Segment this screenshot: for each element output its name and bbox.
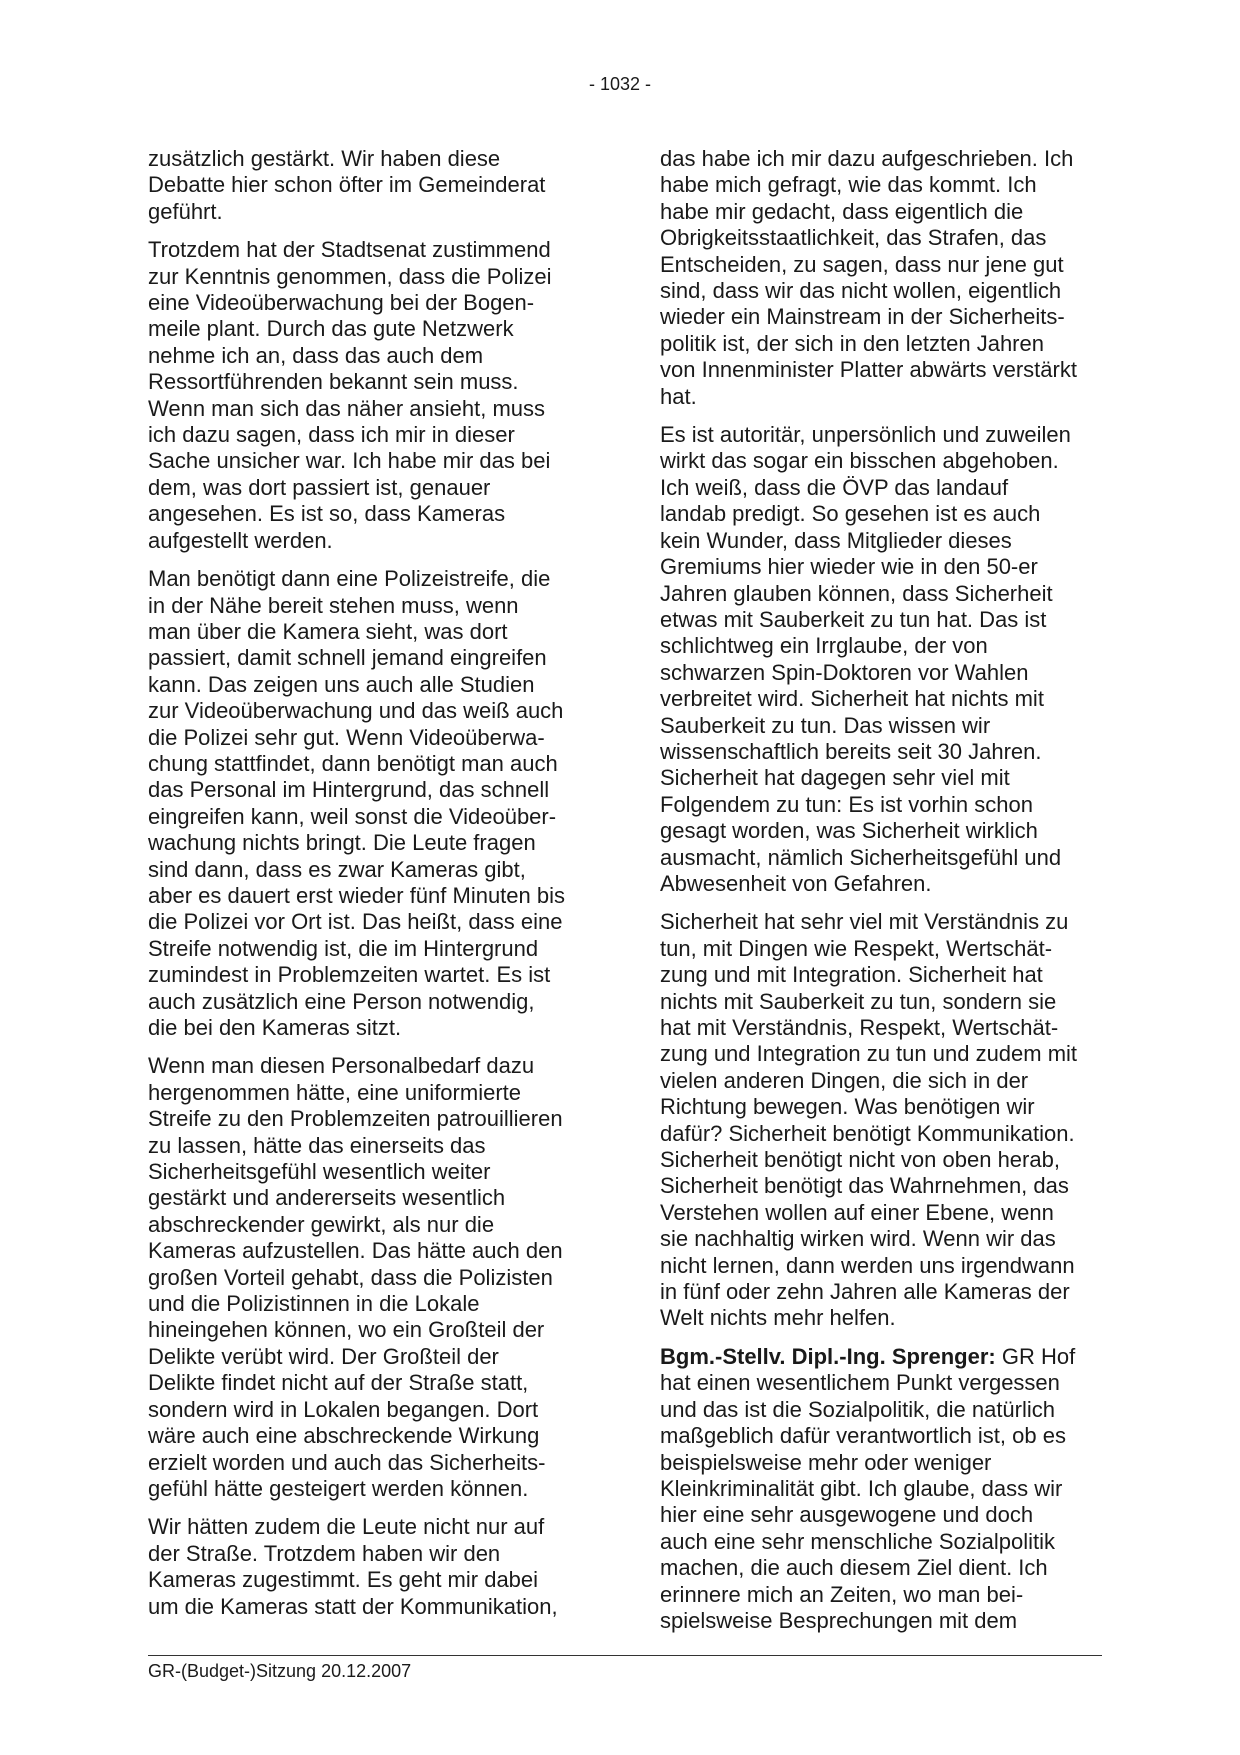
left-column (148, 146, 598, 1632)
footer-text: GR-(Budget-)Sitzung 20.12.2007 (148, 1661, 412, 1681)
speech-text: GR Hof hat einen wesentlichem Punkt vergessen und das ist die Sozialpolitik, die natürlich maßgeblich dafür verantwortlich ist, ob es beispielsweise mehr oder weniger Kleinkriminalität gibt. Ich glaube, dass wir hier eine sehr ausgewogene und doch auch eine sehr menschliche Sozialpolitik machen, die auch diesem Ziel dient. Ich erinnere mich an Zeiten, wo man bei- spielsweise Besprechungen mit dem (660, 1343, 1076, 1633)
paragraph: Es ist autoritär, unpersönlich und zuweilen wirkt das sogar ein bisschen abgehoben. Ich weiß, dass die ÖVP das landauf landab predigt. So gesehen ist es auch kein Wunder, dass Mitglieder dieses Gremiums hier wieder wie in den 50-er Jahren glauben können, dass Sicherheit etwas mit Sauberkeit zu tun hat. Das ist schlichtweg ein Irrglaube, der von schwarzen Spin-Doktoren vor Wahlen verbreitet wird. Sicherheit hat nichts mit Sauberkeit zu tun. Das wissen wir wissenschaftlich bereits seit 30 Jahren. Sicherheit hat dagegen sehr viel mit Folgendem zu tun: Es ist vorhin schon gesagt worden, was Sicherheit wirklich ausmacht, nämlich Sicherheitsgefühl und Abwesenheit von Gefahren. (660, 422, 1071, 896)
paragraph: Wenn man diesen Personalbedarf dazu hergenommen hätte, eine uniformierte Streife zu den Problemzeiten patrouillieren zu lassen, hätte das einerseits das Sicherheitsgefühl wesentlich weiter gestärkt und andererseits wesentlich abschreckender gewirkt, als nur die Kameras aufzustellen. Das hätte auch den großen Vorteil gehabt, dass die Polizisten und die Polizistinnen in die Lokale hineingehen können, wo ein Großteil der Delikte verübt wird. Der Großteil der Delikte findet nicht auf der Straße statt, sondern wird in Lokalen begangen. Dort wäre auch eine abschreckende Wirkung erzielt worden und auch das Sicherheits- gefühl hätte gesteigert werden können. (148, 1053, 563, 1501)
speech-paragraph (660, 1344, 1110, 1634)
paragraph: Wir hätten zudem die Leute nicht nur auf der Straße. Trotzdem haben wir den Kameras zugestimmt. Es geht mir dabei um die Kameras statt der Kommunikation, (148, 1514, 558, 1619)
paragraph: Sicherheit hat sehr viel mit Verständnis zu tun, mit Dingen wie Respekt, Wertschät- zung und mit Integration. Sicherheit hat nichts mit Sauberkeit zu tun, sondern sie hat mit Verständnis, Respekt, Wertschät- zung und Integration zu tun und zudem mit vielen anderen Dingen, die sich in der Richtung bewegen. Was benötigen wir dafür? Sicherheit benötigt Kommunikation. Sicherheit benötigt nicht von oben herab, Sicherheit benötigt das Wahrnehmen, das Verstehen wollen auf einer Ebene, wenn sie nachhaltig wirken wird. Wenn wir das nicht lernen, dann werden uns irgendwann in fünf oder zehn Jahren alle Kameras der Welt nichts mehr helfen. (660, 909, 1078, 1331)
page-number: - 1032 - (588, 74, 652, 94)
paragraph: zusätzlich gestärkt. Wir haben diese Debatte hier schon öfter im Gemeinderat geführt. (148, 146, 546, 224)
right-column (660, 146, 1110, 1646)
paragraph: Man benötigt dann eine Polizeistreife, die in der Nähe bereit stehen muss, wenn man über die Kamera sieht, was dort passiert, damit schnell jemand eingreifen kann. Das zeigen uns auch alle Studien zur Videoüberwachung und das weiß auch die Polizei sehr gut. Wenn Videoüberwa- chung stattfindet, dann benötigt man auch das Personal im Hintergrund, das schnell eingreifen kann, weil sonst die Videoüber- wachung nichts bringt. Die Leute fragen sind dann, dass es zwar Kameras gibt, aber es dauert erst wieder fünf Minuten bis die Polizei vor Ort ist. Das heißt, dass eine Streife notwendig ist, die im Hintergrund zumindest in Problemzeiten wartet. Es ist auch zusätzlich eine Person notwendig, die bei den Kameras sitzt. (148, 566, 566, 1040)
speaker-name: Bgm.-Stellv. Dipl.-Ing. Sprenger: (660, 1343, 996, 1369)
paragraph: Trotzdem hat der Stadtsenat zustimmend zur Kenntnis genommen, dass die Polizei eine Videoüberwachung bei der Bogen- meile plant. Durch das gute Netzwerk nehme ich an, dass das auch dem Ressortführenden bekannt sein muss. Wenn man sich das näher ansieht, muss ich dazu sagen, dass ich mir in dieser Sache unsicher war. Ich habe mir das bei dem, was dort passiert ist, genauer angesehen. Es ist so, dass Kameras aufgestellt werden. (148, 237, 552, 553)
paragraph: das habe ich mir dazu aufgeschrieben. Ich habe mich gefragt, wie das kommt. Ich habe mir gedacht, dass eigentlich die Obrigkeitsstaatlichkeit, das Strafen, das Entscheiden, zu sagen, dass nur jene gut sind, dass wir das nicht wollen, eigentlich wieder ein Mainstream in der Sicherheits- politik ist, der sich in den letzten Jahren von Innenminister Platter abwärts verstärkt hat. (660, 146, 1077, 409)
footer-divider (148, 1655, 1102, 1656)
